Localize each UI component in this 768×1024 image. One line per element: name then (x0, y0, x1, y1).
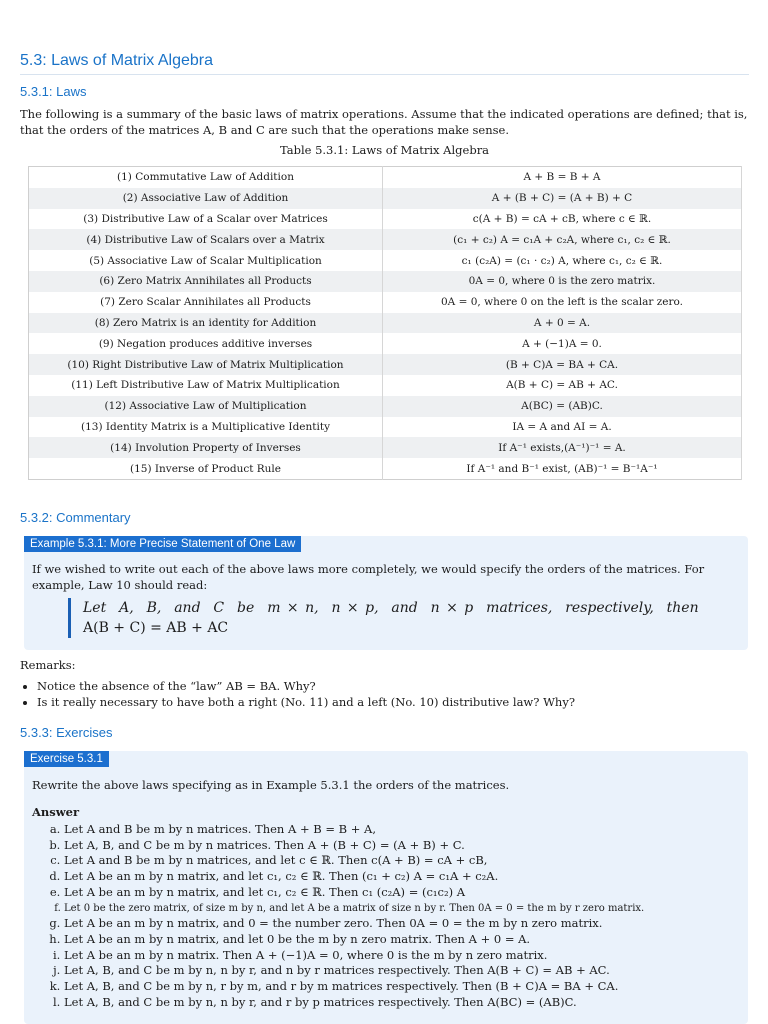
law-formula: A(B + C) = AB + AC. (383, 375, 742, 396)
list-item: l. Let A, B, and C be m by n, n by r, and r by p matrices respectively. Then A(BC) = (AB)C. (64, 995, 644, 1011)
answer-label: Answer (32, 805, 80, 819)
list-item: • Notice the absence of the “law” AB = BA. Why? (37, 678, 575, 694)
example-text: If we wished to write out each of the above laws more completely, we would specify the orders of the matrices. For example, Law 10 should read: (32, 562, 705, 592)
law-name: (13) Identity Matrix is a Multiplicative Identity (29, 417, 383, 438)
table-caption: Table 5.3.1: Laws of Matrix Algebra (279, 143, 490, 157)
list-item: a. Let A and B be m by n matrices. Then A + B = B + A, (64, 822, 644, 838)
law-name: (3) Distributive Law of a Scalar over Matrices (29, 209, 383, 230)
table-row (29, 375, 742, 396)
law-formula: (B + C)A = BA + CA. (383, 354, 742, 375)
table-row (29, 209, 742, 230)
law-formula: A(BC) = (AB)C. (383, 396, 742, 417)
list-item: f. Let 0 be the zero matrix, of size m by n, and let A be a matrix of size n by r. Then 0A = 0 = the m by r zero matrix. (64, 901, 644, 917)
law-formula: 0A = 0, where 0 is the zero matrix. (383, 271, 742, 292)
table-row (29, 333, 742, 354)
table-row (29, 292, 742, 313)
list-item: e. Let A be an m by n matrix, and let c₁, c₂ ∈ ℝ. Then c₁ (c₂A) = (c₁c₂) A (64, 885, 644, 901)
list-item: b. Let A, B, and C be m by n matrices. Then A + (B + C) = (A + B) + C. (64, 838, 644, 854)
law-formula: A + B = B + A (383, 167, 742, 188)
table-row (29, 396, 742, 417)
list-item: • Is it really necessary to have both a right (No. 11) and a left (No. 10) distributive law? Why? (37, 694, 575, 710)
law-name: (11) Left Distributive Law of Matrix Multiplication (29, 375, 383, 396)
law-name: (2) Associative Law of Addition (29, 188, 383, 209)
section-title: 5.3: Laws of Matrix Algebra (20, 52, 749, 75)
list-item: k. Let A, B, and C be m by n, r by m, and r by m matrices respectively. Then (B + C)A = BA + CA. (64, 979, 644, 995)
law-formula: c(A + B) = cA + cB, where c ∈ ℝ. (383, 209, 742, 230)
laws-table (28, 166, 742, 480)
exercises-heading: 5.3.3: Exercises (20, 725, 113, 740)
exercise-text: Rewrite the above laws specifying as in Example 5.3.1 the orders of the matrices. (32, 778, 510, 792)
example-quote-line1: Let A, B, and C be m × n, n × p, and n × p matrices, respectively, then (83, 600, 699, 616)
table-row (29, 437, 742, 458)
table-row (29, 188, 742, 209)
table-row (29, 313, 742, 334)
commentary-heading: 5.3.2: Commentary (20, 510, 131, 525)
law-name: (7) Zero Scalar Annihilates all Products (29, 292, 383, 313)
answers-list (20, 822, 644, 1010)
law-formula: If A⁻¹ exists,(A⁻¹)⁻¹ = A. (383, 437, 742, 458)
law-name: (6) Zero Matrix Annihilates all Products (29, 271, 383, 292)
law-name: (4) Distributive Law of Scalars over a Matrix (29, 229, 383, 250)
table-row (29, 271, 742, 292)
example-quote (68, 598, 733, 638)
table-row (29, 250, 742, 271)
remarks-label: Remarks: (20, 658, 76, 672)
list-item: h. Let A be an m by n matrix, and let 0 be the m by n zero matrix. Then A + 0 = A. (64, 932, 644, 948)
law-name: (9) Negation produces additive inverses (29, 333, 383, 354)
law-formula: (c₁ + c₂) A = c₁A + c₂A, where c₁, c₂ ∈ ℝ. (383, 229, 742, 250)
law-formula: IA = A and AI = A. (383, 417, 742, 438)
intro-paragraph: The following is a summary of the basic laws of matrix operations. Assume that the indicated operations are defined; that is, that the orders of the matrices A, B and C are such that the operations make sense. (20, 107, 748, 137)
list-item: g. Let A be an m by n matrix, and 0 = the number zero. Then 0A = 0 = the m by n zero matrix. (64, 916, 644, 932)
law-name: (8) Zero Matrix is an identity for Addition (29, 313, 383, 334)
table-row (29, 417, 742, 438)
law-formula: A + (B + C) = (A + B) + C (383, 188, 742, 209)
law-name: (1) Commutative Law of Addition (29, 167, 383, 188)
law-name: (5) Associative Law of Scalar Multiplication (29, 250, 383, 271)
table-row (29, 229, 742, 250)
law-formula: c₁ (c₂A) = (c₁ · c₂) A, where c₁, c₂ ∈ ℝ. (383, 250, 742, 271)
law-formula: If A⁻¹ and B⁻¹ exist, (AB)⁻¹ = B⁻¹A⁻¹ (383, 458, 742, 479)
table-row (29, 354, 742, 375)
law-name: (12) Associative Law of Multiplication (29, 396, 383, 417)
list-item: i. Let A be an m by n matrix. Then A + (−1)A = 0, where 0 is the m by n zero matrix. (64, 948, 644, 964)
law-name: (14) Involution Property of Inverses (29, 437, 383, 458)
laws-heading: 5.3.1: Laws (20, 84, 87, 99)
law-name: (15) Inverse of Product Rule (29, 458, 383, 479)
law-formula: A + (−1)A = 0. (383, 333, 742, 354)
remarks-list (20, 678, 575, 710)
list-item: c. Let A and B be m by n matrices, and let c ∈ ℝ. Then c(A + B) = cA + cB, (64, 853, 644, 869)
law-name: (10) Right Distributive Law of Matrix Multiplication (29, 354, 383, 375)
list-item: d. Let A be an m by n matrix, and let c₁, c₂ ∈ ℝ. Then (c₁ + c₂) A = c₁A + c₂A. (64, 869, 644, 885)
law-formula: 0A = 0, where 0 on the left is the scalar zero. (383, 292, 742, 313)
list-item: j. Let A, B, and C be m by n, n by r, and n by r matrices respectively. Then A(B + C) = AB + AC. (64, 963, 644, 979)
law-formula: A + 0 = A. (383, 313, 742, 334)
example-tag: Example 5.3.1: More Precise Statement of One Law (24, 536, 301, 552)
exercise-tag: Exercise 5.3.1 (24, 751, 109, 767)
table-row (29, 458, 742, 479)
table-row (29, 167, 742, 188)
example-quote-line2: A(B + C) = AB + AC (83, 620, 229, 636)
